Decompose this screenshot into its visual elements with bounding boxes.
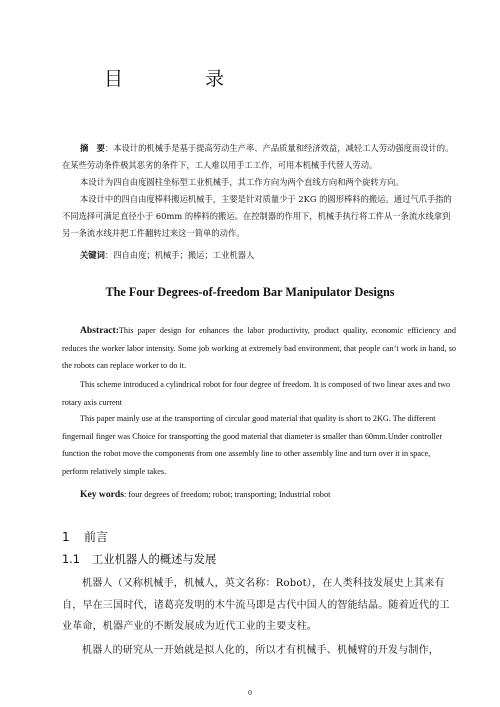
chinese-keywords-text: ：四自由度；机械手；搬运；工业机器人 (104, 250, 255, 260)
body-paragraph-2: 机器人的研究从一开始就是拟人化的，所以才有机械手、机械臂的开发与制作， (82, 645, 439, 656)
chinese-abstract-text-1: ：本设计的机械手是基于提高劳动生产率、产品质量和经济效益，减轻工人劳动强度而设计的。在某些劳动条件极其恶劣的条件下，工人难以用手工工作，可用本机械手代替人劳动。 (62, 143, 454, 170)
chinese-keywords (80, 249, 254, 261)
section-1-1-number: 1.1 (62, 553, 80, 566)
section-1-1-title: 工业机器人的概述与发展 (92, 553, 217, 566)
english-abstract-text-1: This paper design for enhances the labor productivity, product quality, economic efficiency and reduces the worker labor intensity. Some job working at extremely bad environment, that people can’t work in hand, so the robots can replace worker to do it. (62, 326, 456, 370)
english-keywords-text: : four degrees of freedom; robot; transporting; Industrial robot (123, 490, 331, 499)
chinese-abstract (62, 140, 456, 242)
chinese-keywords-label: 关键词 (80, 250, 105, 260)
english-abstract-paragraph-2: This scheme introduced a cylindrical robot for four degree of freedom. It is composed of two linear axes and two rotary axis current (62, 380, 451, 407)
chinese-abstract-paragraph-3: 本设计中的四自由度棒料搬运机械手，主要是针对质量少于 2KG 的圆形棒料的搬运。通过气爪手指的不同选择可满足直径小于 60mm 的棒料的搬运。在控制器的作用下，机械手执行将工件从一条流水线拿到另一条流水线并把工件翻转过来这一简单的动作。 (62, 194, 452, 238)
english-abstract-paragraph-3: This paper mainly use at the transporting of circular good material that quality is short to 2KG. The different fingernail finger was Choice for transporting the good material that diameter is smaller than 60mm.Under controller function the robot move the components from one assembly line to other assembly line and turn over it in space, perform relatively simple takes. (62, 414, 443, 476)
body-paragraph-1: 机器人（又称机械手，机械人，英文名称：Robot），在人类科技发展史上其来有自，早在三国时代，诸葛亮发明的木牛流马即是古代中国人的智能结晶。随着近代的工业革命，机器产业的不断发展成为近代工业的主要支柱。 (62, 578, 450, 632)
page-number: 0 (248, 688, 252, 697)
english-title: The Four Degrees-of-freedom Bar Manipulator Designs (105, 285, 395, 299)
english-abstract-label: Abstract: (80, 325, 119, 336)
english-keywords-label: Key words (80, 489, 124, 500)
chinese-abstract-paragraph-1 (62, 140, 456, 174)
toc-title: 目 录 (104, 68, 263, 90)
english-keywords (80, 489, 330, 500)
english-abstract-paragraph-1 (62, 322, 456, 375)
section-1-title: 前言 (84, 530, 109, 544)
section-1-1-heading (62, 551, 216, 567)
section-1-heading (62, 528, 108, 545)
chinese-abstract-label: 摘 要 (80, 143, 105, 153)
section-1-number: 1 (62, 530, 70, 544)
chinese-abstract-paragraph-2: 本设计为四自由度圆柱坐标型工业机械手，其工作方向为两个直线方向和两个旋转方向。 (80, 177, 404, 187)
